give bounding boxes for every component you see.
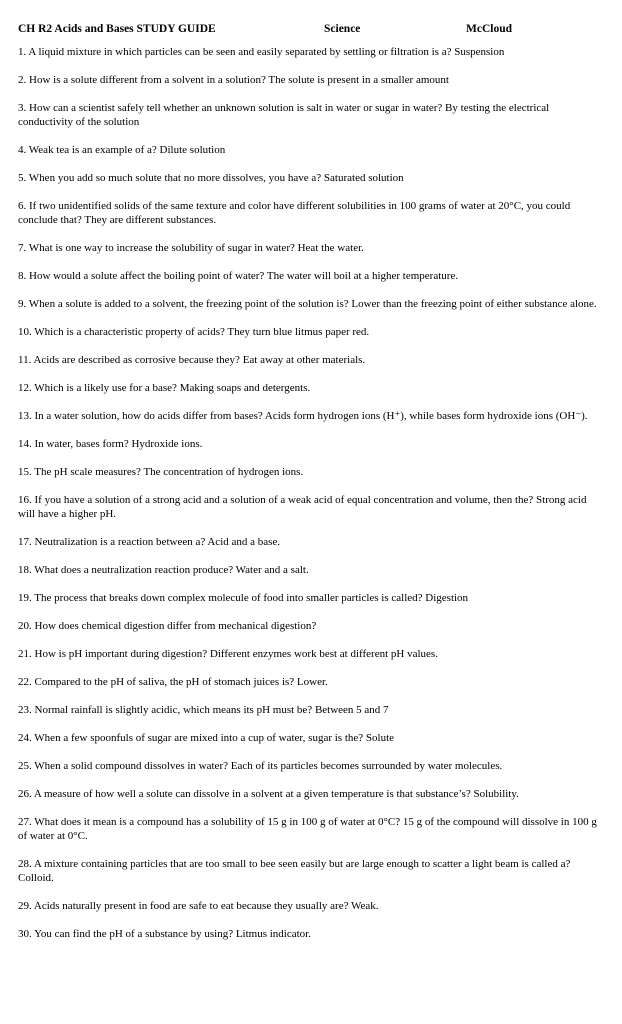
teacher-name: McCloud (466, 23, 512, 35)
question-5: 5. When you add so much solute that no more dissolves, you have a? Saturated solution (18, 172, 404, 184)
question-14: 14. In water, bases form? Hydroxide ions. (18, 438, 203, 450)
question-13: 13. In a water solution, how do acids differ from bases? Acids form hydrogen ions (H⁺), while bases form hydroxide ions (OH⁻). (18, 410, 588, 422)
question-1: 1. A liquid mixture in which particles can be seen and easily separated by settling or filtration is a? Suspension (18, 46, 505, 58)
question-22: 22. Compared to the pH of saliva, the pH of stomach juices is? Lower. (18, 676, 328, 688)
question-2: 2. How is a solute different from a solvent in a solution? The solute is present in a smaller amount (18, 74, 449, 86)
question-8: 8. How would a solute affect the boiling point of water? The water will boil at a higher temperature. (18, 270, 459, 282)
question-27: 27. What does it mean is a compound has a solubility of 15 g in 100 g of water at 0°C? 15 g of the compound will dissolve in 100 g of water at 0°C. (18, 816, 597, 842)
question-25: 25. When a solid compound dissolves in water? Each of its particles becomes surrounded by water molecules. (18, 760, 503, 772)
question-10: 10. Which is a characteristic property of acids? They turn blue litmus paper red. (18, 326, 370, 338)
question-6: 6. If two unidentified solids of the same texture and color have different solubilities in 100 grams of water at 20°C, you could conclude that? They are different substances. (18, 200, 571, 226)
document-title: CH R2 Acids and Bases STUDY GUIDE (18, 23, 216, 35)
question-18: 18. What does a neutralization reaction produce? Water and a salt. (18, 564, 309, 576)
subject-label: Science (324, 23, 361, 35)
question-11: 11. Acids are described as corrosive because they? Eat away at other materials. (18, 354, 366, 366)
question-12: 12. Which is a likely use for a base? Making soaps and detergents. (18, 382, 311, 394)
question-16: 16. If you have a solution of a strong acid and a solution of a weak acid of equal concentration and volume, then the? Strong acid will have a higher pH. (18, 494, 587, 520)
document-header (18, 18, 598, 40)
question-19: 19. The process that breaks down complex molecule of food into smaller particles is called? Digestion (18, 592, 469, 604)
question-26: 26. A measure of how well a solute can dissolve in a solvent at a given temperature is that substance’s? Solubility. (18, 788, 519, 800)
question-15: 15. The pH scale measures? The concentration of hydrogen ions. (18, 466, 304, 478)
question-24: 24. When a few spoonfuls of sugar are mixed into a cup of water, sugar is the? Solute (18, 732, 395, 744)
question-3: 3. How can a scientist safely tell whether an unknown solution is salt in water or sugar in water? By testing the electrical conductivity of the solution (18, 102, 550, 128)
question-7: 7. What is one way to increase the solubility of sugar in water? Heat the water. (18, 242, 364, 254)
question-23: 23. Normal rainfall is slightly acidic, which means its pH must be? Between 5 and 7 (18, 704, 389, 716)
question-17: 17. Neutralization is a reaction between a? Acid and a base. (18, 536, 281, 548)
question-20: 20. How does chemical digestion differ from mechanical digestion? (18, 620, 317, 632)
question-4: 4. Weak tea is an example of a? Dilute solution (18, 144, 226, 156)
question-30: 30. You can find the pH of a substance by using? Litmus indicator. (18, 928, 311, 940)
question-9: 9. When a solute is added to a solvent, the freezing point of the solution is? Lower than the freezing point of either substance alone. (18, 298, 597, 310)
question-21: 21. How is pH important during digestion? Different enzymes work best at different pH values. (18, 648, 438, 660)
study-guide-page (18, 18, 598, 941)
question-28: 28. A mixture containing particles that are too small to bee seen easily but are large enough to scatter a light beam is called a? Colloid. (18, 858, 571, 884)
question-29: 29. Acids naturally present in food are safe to eat because they usually are? Weak. (18, 900, 379, 912)
